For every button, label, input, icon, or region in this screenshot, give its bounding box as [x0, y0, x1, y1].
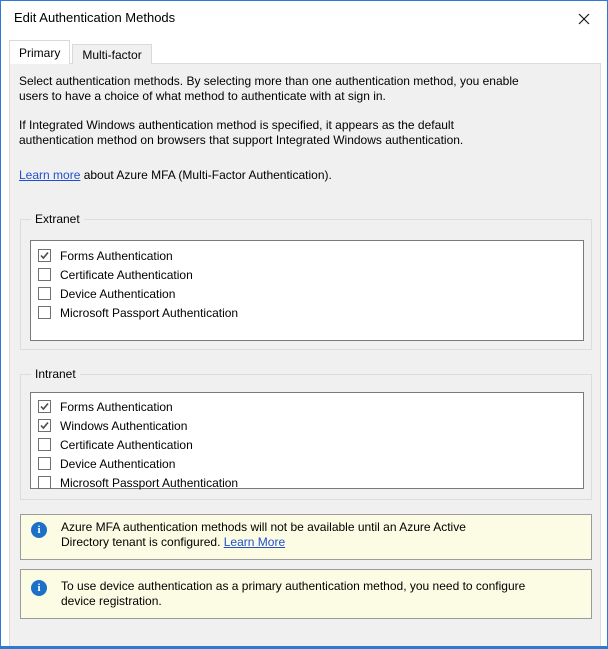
- checkbox-intranet-forms[interactable]: [38, 400, 51, 413]
- list-item-intranet-device[interactable]: [31, 454, 583, 473]
- notice-azure-mfa-line-1: Azure MFA authentication methods will not be available until an Azure Active: [61, 520, 466, 534]
- checkbox-extranet-forms[interactable]: [38, 249, 51, 262]
- info-icon: i: [31, 522, 47, 538]
- intro-paragraph-1-line-2: users to have a choice of what method to authenticate with at sign in.: [19, 89, 386, 103]
- checkbox-intranet-passport[interactable]: [38, 476, 51, 489]
- checkbox-label: Microsoft Passport Authentication: [60, 475, 239, 490]
- close-icon: [577, 12, 591, 26]
- learn-more-rest: about Azure MFA (Multi-Factor Authentication).: [80, 168, 332, 182]
- intro-paragraph-2: [19, 118, 463, 148]
- list-item-extranet-forms[interactable]: [31, 246, 583, 265]
- list-item-intranet-forms[interactable]: [31, 397, 583, 416]
- notice-device-registration-line-1: To use device authentication as a primary authentication method, you need to configure: [61, 579, 526, 593]
- checkbox-label: Certificate Authentication: [60, 267, 193, 282]
- extranet-auth-list[interactable]: [30, 240, 584, 341]
- list-item-intranet-certificate[interactable]: [31, 435, 583, 454]
- checkbox-label: Microsoft Passport Authentication: [60, 305, 239, 320]
- tab-multi-factor[interactable]: Multi-factor: [72, 44, 151, 64]
- notice-device-registration: [20, 569, 592, 619]
- tab-page-primary: [9, 63, 601, 647]
- checkbox-intranet-device[interactable]: [38, 457, 51, 470]
- checkbox-label: Forms Authentication: [60, 248, 173, 263]
- intro-paragraph-1-line-1: Select authentication methods. By selecting more than one authentication method, you enable: [19, 74, 519, 88]
- info-icon: i: [31, 580, 47, 596]
- checkbox-extranet-device[interactable]: [38, 287, 51, 300]
- list-item-extranet-device[interactable]: [31, 284, 583, 303]
- notice-device-registration-line-2: device registration.: [61, 594, 162, 608]
- intro-paragraph-2-line-2: authentication method on browsers that support Integrated Windows authentication.: [19, 133, 464, 147]
- tab-strip: [9, 40, 152, 64]
- checkbox-label: Windows Authentication: [60, 418, 188, 433]
- mfa-learn-more-line: [19, 168, 332, 183]
- notice-azure-mfa-line-2-text: Directory tenant is configured.: [61, 535, 224, 549]
- dialog-title: Edit Authentication Methods: [14, 10, 176, 25]
- checkbox-extranet-certificate[interactable]: [38, 268, 51, 281]
- learn-more-link[interactable]: Learn more: [19, 168, 81, 182]
- notice-azure-mfa: [20, 514, 592, 560]
- intro-paragraph-2-line-1: If Integrated Windows authentication method is specified, it appears as the default: [19, 118, 454, 132]
- intro-paragraph-1: [19, 74, 519, 104]
- intranet-groupbox: [20, 367, 592, 500]
- checkbox-label: Certificate Authentication: [60, 437, 193, 452]
- list-item-extranet-certificate[interactable]: [31, 265, 583, 284]
- checkbox-intranet-windows[interactable]: [38, 419, 51, 432]
- checkbox-label: Device Authentication: [60, 286, 176, 301]
- checkmark-icon: [39, 420, 50, 431]
- notice-azure-mfa-line-2: [61, 535, 466, 550]
- checkbox-label: Device Authentication: [60, 456, 176, 471]
- checkmark-icon: [39, 401, 50, 412]
- titlebar: [2, 1, 606, 37]
- extranet-groupbox: [20, 212, 592, 350]
- extranet-groupbox-label: Extranet: [31, 212, 84, 227]
- intranet-auth-list[interactable]: [30, 392, 584, 489]
- intranet-groupbox-label: Intranet: [31, 367, 80, 382]
- list-item-intranet-passport[interactable]: [31, 473, 583, 492]
- checkbox-extranet-passport[interactable]: [38, 306, 51, 319]
- list-item-extranet-passport[interactable]: [31, 303, 583, 322]
- checkbox-label: Forms Authentication: [60, 399, 173, 414]
- checkmark-icon: [39, 250, 50, 261]
- notice-learn-more-link[interactable]: Learn More: [223, 535, 286, 549]
- close-button[interactable]: [572, 8, 596, 30]
- list-item-intranet-windows[interactable]: [31, 416, 583, 435]
- tab-primary[interactable]: Primary: [9, 40, 70, 64]
- checkbox-intranet-certificate[interactable]: [38, 438, 51, 451]
